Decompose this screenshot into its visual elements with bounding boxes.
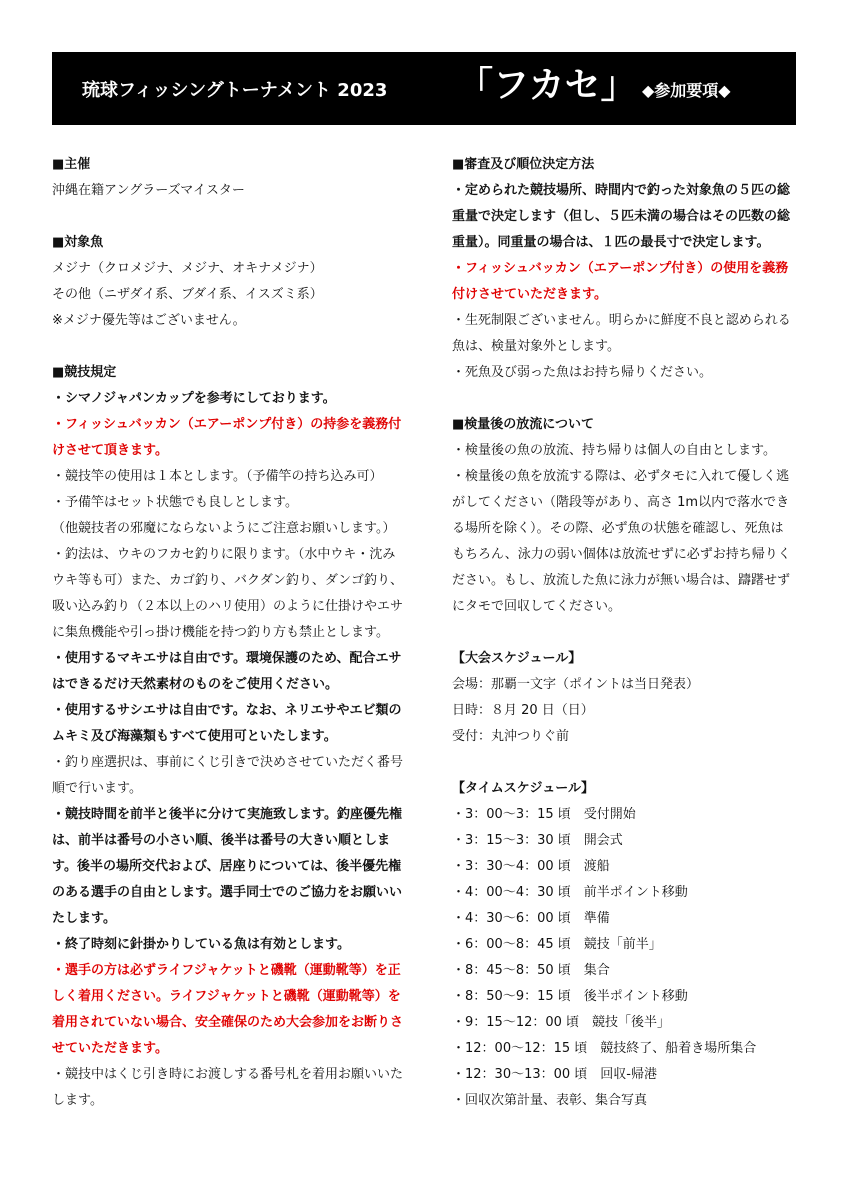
section-heading: ■主催 bbox=[52, 157, 91, 172]
section-paragraph: ・使用するマキエサは自由です。環境保護のため、配合エサはできるだけ天然素材のものをご使用ください。 bbox=[52, 651, 402, 692]
section-heading: ■審査及び順位決定方法 bbox=[452, 157, 595, 172]
section-paragraph: 日時：８月 20 日（日） bbox=[452, 703, 594, 718]
section-paragraph: ・競技時間を前半と後半に分けて実施致します。釣座優先権は、前半は番号の小さい順、後半は番号の大きい順とします。後半の場所交代および、居座りについては、後半優先権のある選手の自由とします。選手同士でのご協力をお願いいたします。 bbox=[52, 807, 402, 926]
section-paragraph: ・8：45～8：50 頃 集合 bbox=[452, 963, 610, 978]
section-paragraph: ・終了時刻に針掛かりしている魚は有効とします。 bbox=[52, 937, 350, 952]
right-column bbox=[452, 152, 796, 1114]
section-paragraph: ・3：15～3：30 頃 開会式 bbox=[452, 833, 623, 848]
section bbox=[452, 776, 796, 1114]
section-paragraph: ・競技中はくじ引き時にお渡しする番号札を着用お願いいたします。 bbox=[52, 1067, 404, 1108]
section bbox=[52, 230, 408, 334]
section-paragraph: ・選手の方は必ずライフジャケットと磯靴（運動靴等）を正しく着用ください。ライフジャケットと磯靴（運動靴等）を着用されていない場合、安全確保のため大会参加をお断りさせていただきます。 bbox=[52, 963, 404, 1056]
section-paragraph: ・競技竿の使用は１本とします。（予備竿の持ち込み可） bbox=[52, 469, 383, 484]
section bbox=[452, 152, 796, 386]
section-paragraph: ・8：50～9：15 頃 後半ポイント移動 bbox=[452, 989, 688, 1004]
section bbox=[452, 646, 796, 750]
section bbox=[452, 412, 796, 620]
section-paragraph: ・釣法は、ウキのフカセ釣りに限ります。（水中ウキ・沈みウキ等も可）また、カゴ釣り、バクダン釣り、ダンゴ釣り、吸い込み釣り（２本以上のハリ使用）のように仕掛けやエサに集魚機能や引っ掛け機能を持つ釣り方も禁止とします。 bbox=[52, 547, 404, 640]
left-column bbox=[52, 152, 408, 1114]
section bbox=[52, 152, 408, 204]
section-paragraph: ・フィッシュバッカン（エアーポンプ付き）の使用を義務付けさせていただきます。 bbox=[452, 261, 789, 302]
section-paragraph: その他（ニザダイ系、ブダイ系、イスズミ系） bbox=[52, 287, 323, 302]
section-heading: ■検量後の放流について bbox=[452, 417, 595, 432]
section-paragraph: ※メジナ優先等はございません。 bbox=[52, 313, 246, 328]
section-paragraph: 沖縄在籍アングラーズマイスター bbox=[52, 183, 245, 198]
section-heading: ■対象魚 bbox=[52, 235, 104, 250]
section-paragraph: ・9：15～12：00 頃 競技「後半」 bbox=[452, 1015, 671, 1030]
section-paragraph: ・12：00～12：15 頃 競技終了、船着き場所集合 bbox=[452, 1041, 757, 1056]
section-paragraph: ・検量後の魚の放流、持ち帰りは個人の自由とします。 bbox=[452, 443, 776, 458]
section-paragraph: （他競技者の邪魔にならないようにご注意お願いします。） bbox=[52, 521, 396, 536]
section-paragraph: ・12：30～13：00 頃 回収-帰港 bbox=[452, 1067, 657, 1082]
section-paragraph: ・フィッシュバッカン（エアーポンプ付き）の持参を義務付けさせて頂きます。 bbox=[52, 417, 402, 458]
section-paragraph: 会場：那覇一文字（ポイントは当日発表） bbox=[452, 677, 700, 692]
section-paragraph: ・シマノジャパンカップを参考にしております。 bbox=[52, 391, 336, 406]
section-paragraph: ・4：30～6：00 頃 準備 bbox=[452, 911, 610, 926]
section-paragraph: メジナ（クロメジナ、メジナ、オキナメジナ） bbox=[52, 261, 323, 276]
document-subtitle: ◆参加要項◆ bbox=[642, 81, 731, 100]
section-paragraph: ・使用するサシエサは自由です。なお、ネリエサやエビ類のムキミ及び海藻類もすべて使用可といたします。 bbox=[52, 703, 402, 744]
section-paragraph: ・予備竿はセット状態でも良しとします。 bbox=[52, 495, 298, 510]
header-banner bbox=[52, 52, 796, 125]
section-heading: 【タイムスケジュール】 bbox=[452, 781, 594, 796]
section bbox=[52, 360, 408, 1114]
section-paragraph: ・釣り座選択は、事前にくじ引きで決めさせていただく番号順で行います。 bbox=[52, 755, 404, 796]
section-paragraph: ・定められた競技場所、時間内で釣った対象魚の５匹の総重量で決定します（但し、５匹未満の場合はその匹数の総重量）。同重量の場合は、１匹の最長寸で決定します。 bbox=[452, 183, 791, 250]
section-paragraph: ・3：30～4：00 頃 渡船 bbox=[452, 859, 610, 874]
section-paragraph: ・死魚及び弱った魚はお持ち帰りください。 bbox=[452, 365, 713, 380]
section-paragraph: ・4：00～4：30 頃 前半ポイント移動 bbox=[452, 885, 688, 900]
section-heading: ■競技規定 bbox=[52, 365, 117, 380]
section-paragraph: ・検量後の魚を放流する際は、必ずタモに入れて優しく逃がしてください（階段等があり、高さ 1m以内で落水できる場所を除く）。その際、必ず魚の状態を確認し、死魚はもちろん、泳力の弱い個体は放流せずに必ずお持ち帰りください。もし、放流した魚に泳力が無い場合は、躊躇せずにタモで回収してください。 bbox=[452, 469, 791, 614]
tournament-title: 琉球フィッシングトーナメント 2023 bbox=[82, 80, 388, 101]
section-paragraph: ・生死制限ございません。明らかに鮮度不良と認められる魚は、検量対象外とします。 bbox=[452, 313, 791, 354]
section-paragraph: 受付：丸沖つりぐ前 bbox=[452, 729, 570, 744]
section-heading: 【大会スケジュール】 bbox=[452, 651, 582, 666]
event-name: 「フカセ」 bbox=[457, 65, 637, 106]
section-paragraph: ・3：00～3：15 頃 受付開始 bbox=[452, 807, 636, 822]
section-paragraph: ・6：00～8：45 頃 競技「前半」 bbox=[452, 937, 662, 952]
section-paragraph: ・回収次第計量、表彰、集合写真 bbox=[452, 1093, 648, 1108]
